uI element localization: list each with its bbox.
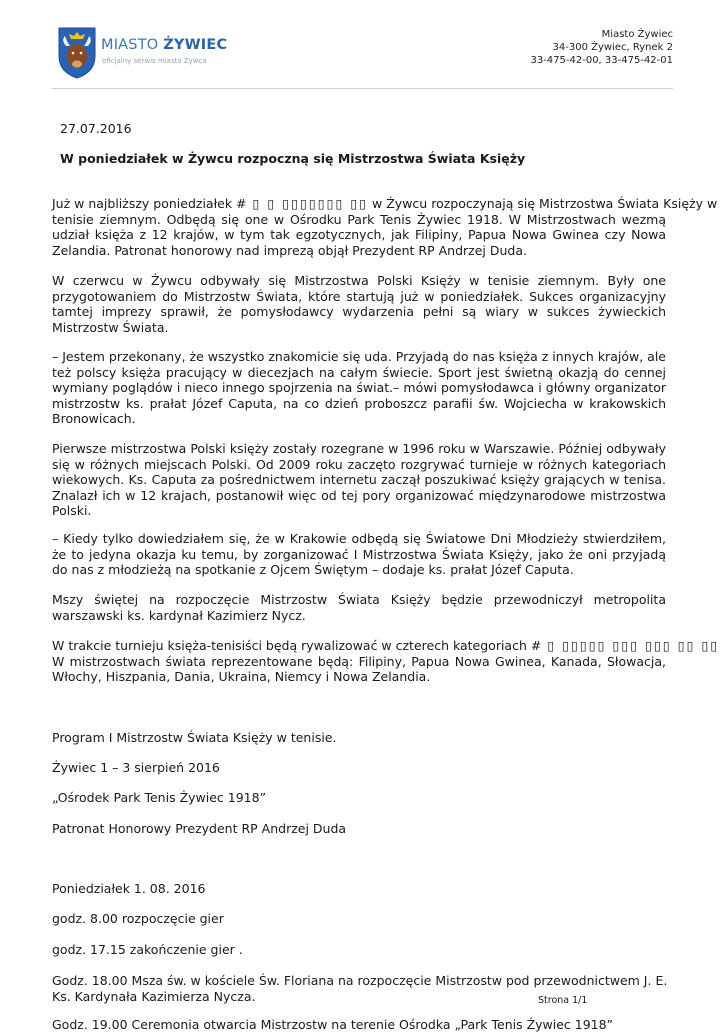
paragraph-3: – Jestem przekonany, że wszystko znakomicie się uda. Przyjadą do nas księża z innych krajów, ale też polscy księża pracujący w diecezjach na całym świecie. Sport jest świetną okazją do cennej wymiany poglądów i nieco innego spojrzenia na świat.– mówi pomysłodawca i główny organizator mistrzostw ks. prałat Józef Caputa, na co dzień proboszcz parafii św. Wojciecha w krakowskich Bronowicach. — [52, 349, 666, 426]
page-number: Strona 1/1 — [538, 995, 588, 1006]
contact-city: Miasto Żywiec — [601, 29, 673, 40]
program-item: Godz. 18.00 Msza św. w kościele Św. Floriana na rozpoczęcie Mistrzostw pod przewodnictwem J. E. — [52, 973, 668, 988]
program-venue: „Ośrodek Park Tenis Żywiec 1918” — [52, 790, 267, 805]
program-dates: Żywiec 1 – 3 sierpień 2016 — [52, 760, 220, 775]
article-title: W poniedziałek w Żywcu rozpoczną się Mistrzostwa Świata Księży — [60, 151, 526, 166]
page-header — [0, 0, 725, 90]
paragraph-1: Już w najbliższy poniedziałek # ▯ ▯ ▯▯▯▯▯▯▯ ▯▯ w Żywcu rozpoczynają się Mistrzostwa Świata Księży w tenisie ziemnym. Odbędą się one w Ośrodku Park Tenis Żywiec 1918. W Mistrzostwach wezmą udział księża z 12 krajów, w tym tak egzotycznych, jak Filipiny, Papua Nowa Gwinea czy Nowa Zelandia. Patronat honorowy nad imprezą objął Prezydent RP Andrzej Duda. — [52, 196, 718, 258]
paragraph-4: Pierwsze mistrzostwa Polski księży zostały rozegrane w 1996 roku w Warszawie. Później odbywały się w różnych miejscach Polski. Od 2009 roku zaczęto rozgrywać turnieje w różnych kategoriach wiekowych. Ks. Caputa za pośrednictwem internetu zaczął poszukiwać księży grających w tenisa. Znalazł ich w 12 krajach, postanowił więc od tej pory organizować międzynarodowe mistrzostwa Polski. — [52, 441, 666, 518]
contact-phones: 33-475-42-00, 33-475-42-01 — [530, 55, 673, 66]
coat-of-arms-icon — [57, 26, 97, 80]
logo-wordmark: MIASTO ŻYWIEC — [101, 37, 228, 53]
paragraph-6: Mszy świętej na rozpoczęcie Mistrzostw Świata Księży będzie przewodniczył metropolita warszawski ks. kardynał Kazimierz Nycz. — [52, 592, 666, 623]
article-date: 27.07.2016 — [60, 121, 132, 136]
program-day-1: Poniedziałek 1. 08. 2016 — [52, 881, 206, 896]
contact-address: 34-300 Żywiec, Rynek 2 — [552, 42, 673, 53]
program-heading: Program I Mistrzostw Świata Księży w tenisie. — [52, 730, 337, 745]
header-divider — [52, 88, 673, 89]
program-item: godz. 17.15 zakończenie gier . — [52, 942, 243, 957]
program-patron: Patronat Honorowy Prezydent RP Andrzej Duda — [52, 821, 347, 836]
program-item-continued: Ks. Kardynała Kazimierza Nycza. — [52, 989, 256, 1004]
site-logo[interactable] — [57, 26, 227, 82]
paragraph-7: W trakcie turnieju księża-tenisiści będą rywalizować w czterech kategoriach # ▯ ▯▯▯▯▯ ▯▯▯ ▯▯▯ ▯▯ ▯▯ W mistrzostwach świata reprezentowane będą: Filipiny, Papua Nowa Gwinea, Kanada, Słowacja, Włochy, Hiszpania, Dania, Ukraina, Niemcy i Nowa Zelandia. — [52, 638, 720, 684]
program-item: Godz. 19.00 Ceremonia otwarcia Mistrzostw na terenie Ośrodka „Park Tenis Żywiec 1918” — [52, 1017, 614, 1032]
paragraph-5: – Kiedy tylko dowiedziałem się, że w Krakowie odbędą się Światowe Dni Młodzieży stwierdziłem, że to jedyna okazja ku temu, by zorganizować I Mistrzostwa Świata Księży, jako że oni przyjadą do nas z młodzieżą na spotkanie z Ojcem Świętym – dodaje ks. prałat Józef Caputa. — [52, 531, 666, 577]
paragraph-2: W czerwcu w Żywcu odbywały się Mistrzostwa Polski Księży w tenisie ziemnym. Były one przygotowaniem do Mistrzostw Świata, które startują już w poniedziałek. Sukces organizacyjny tamtej imprezy sprawił, że pomysłodawcy wydarzenia pełni są wiary w sukces żywieckich Mistrzostw Świata. — [52, 273, 666, 335]
contact-block — [530, 28, 673, 67]
logo-tagline: oficjalny serwis miasta Żywca — [102, 57, 207, 65]
program-item: godz. 8.00 rozpoczęcie gier — [52, 911, 224, 926]
